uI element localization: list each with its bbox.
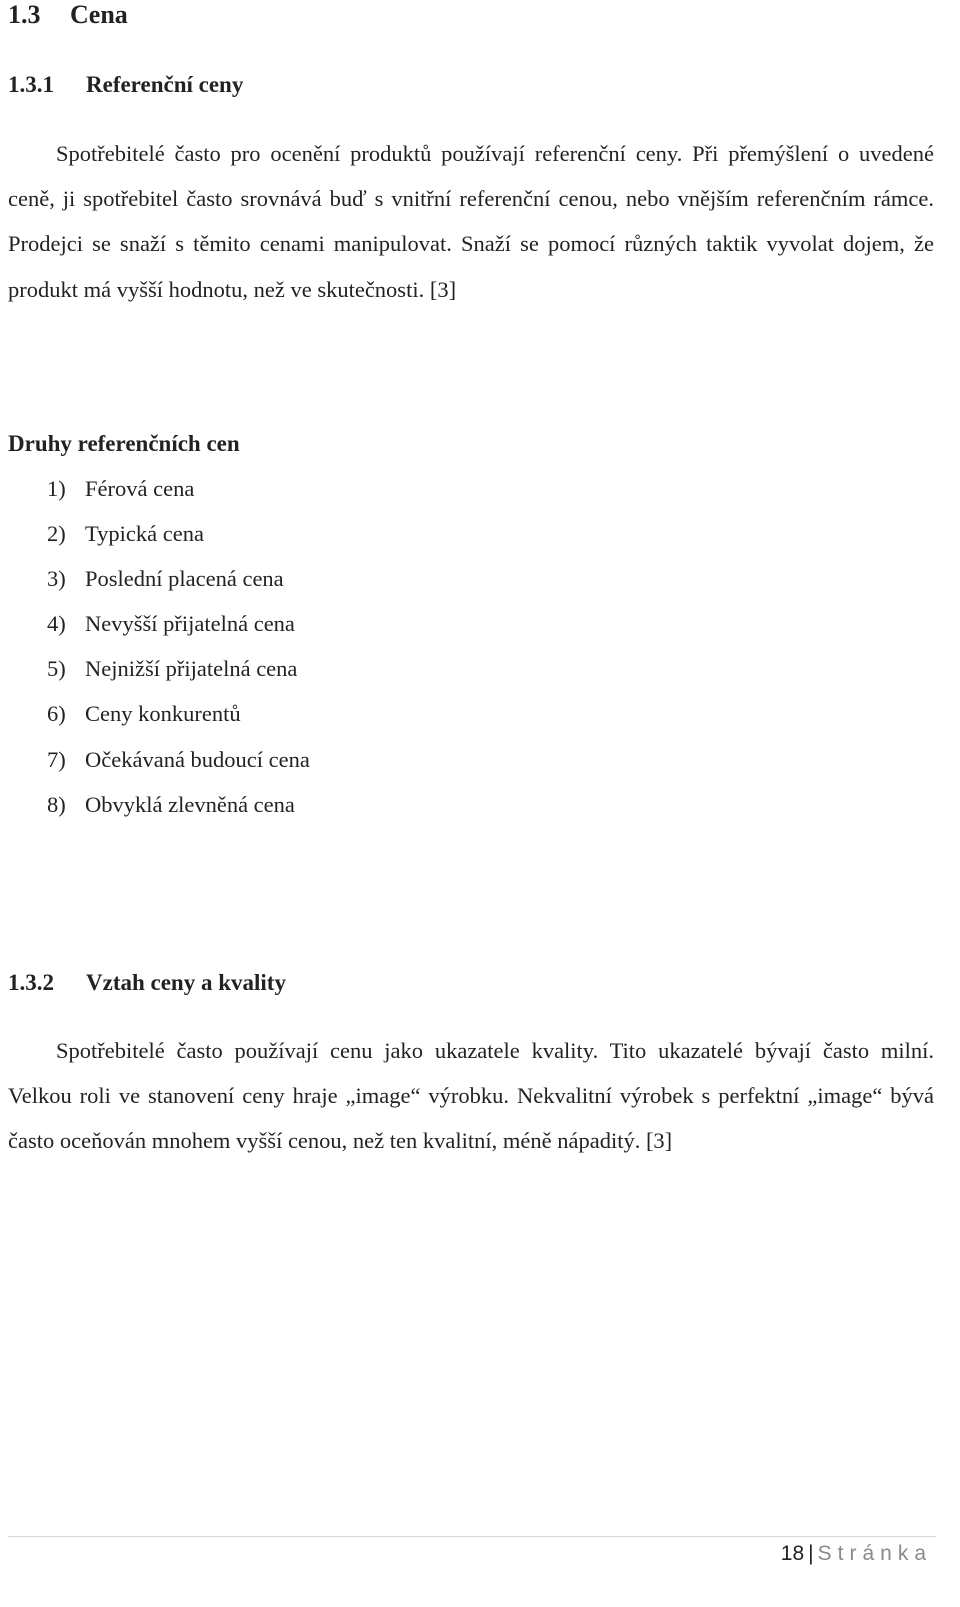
footer-divider [8,1536,936,1537]
subsection-title: Vztah ceny a kvality [86,970,286,995]
list-item-number: 2) [47,521,66,547]
subsection-heading-referencni-ceny [8,70,243,100]
section-heading [8,0,128,32]
list-item [47,472,310,517]
list-item-label: Obvyklá zlevněná cena [85,791,295,817]
types-list [47,472,310,833]
list-item-label: Poslední placená cena [85,566,284,592]
footer-separator: | [808,1542,814,1565]
page-footer [781,1540,932,1568]
page-number: 18 [780,1542,805,1565]
list-item [47,652,310,697]
list-item-number: 6) [47,701,66,727]
list-item-label: Férová cena [85,476,195,501]
section-number: 1.3 [8,0,41,29]
list-item [47,607,310,652]
paragraph-vztah-ceny-a-kvality: Spotřebitelé často používají cenu jako ukazatele kvality. Tito ukazatelé bývají často milní. Velkou roli ve stanovení ceny hraje „image“ výrobku. Nekvalitní výrobek s perfektní „image“ bývá často oceňován mnohem vyšší cenou, než ten kvalitní, méně nápaditý. [3] [8,1038,934,1154]
list-item [47,562,310,607]
subsection-number: 1.3.2 [8,970,54,995]
list-item-label: Ceny konkurentů [85,701,241,727]
section-title: Cena [70,0,128,29]
paragraph-referencni-ceny: Spotřebitelé často pro ocenění produktů používají referenční ceny. Při přemýšlení o uvedené ceně, ji spotřebitel často srovnává buď s vnitřní referenční cenou, nebo vnějším referenčním rámce. Prodejci se snaží s těmito cenami manipulovat. Snaží se pomocí různých taktik vyvolat dojem, že produkt má vyšší hodnotu, než ve skutečnosti. [3] [8,141,934,302]
list-item-number: 5) [47,656,66,682]
list-item-number: 1) [47,476,66,501]
list-item-number: 7) [47,746,66,772]
list-item-label: Typická cena [85,521,204,547]
list-item-number: 3) [47,566,66,592]
list-item-label: Nevyšší přijatelná cena [85,611,295,637]
list-item [47,517,310,562]
subsection-title: Referenční ceny [86,72,244,97]
subsection-heading-vztah-ceny-a-kvality [8,968,286,998]
list-item [47,743,310,788]
list-item-label: Nejnižší přijatelná cena [85,656,298,682]
page-label: Stránka [817,1542,932,1565]
list-item-label: Očekávaná budoucí cena [85,746,310,772]
list-item [47,697,310,742]
list-item-number: 4) [47,611,66,637]
list-item-number: 8) [47,791,66,817]
subsection-number: 1.3.1 [8,72,54,97]
list-item [47,788,310,833]
types-heading: Druhy referenčních cen [8,431,240,456]
